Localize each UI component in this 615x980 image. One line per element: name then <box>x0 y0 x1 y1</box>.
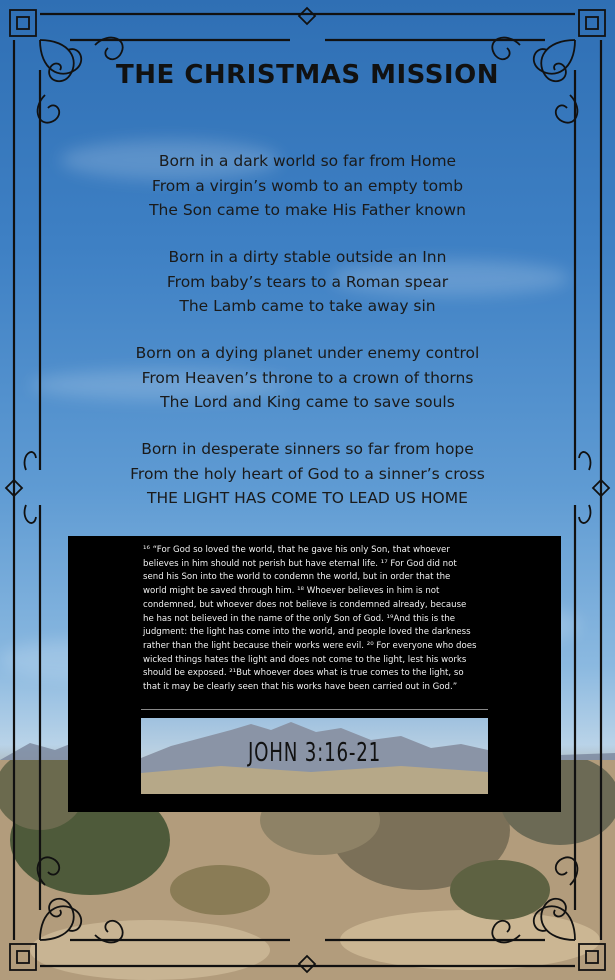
scripture-box <box>68 536 561 812</box>
scripture-reference: JOHN 3:16-21 <box>247 738 382 768</box>
scripture-line: believes in him should not perish but have eternal life. ¹⁷ For God did not <box>143 558 457 569</box>
scripture-line: world might be saved through him. ¹⁸ Whoever believes in him is not <box>143 586 440 597</box>
scripture-line: condemned, but whoever does not believe is condemned already, because <box>143 599 467 610</box>
scripture-line: that it may be clearly seen that his works have been carried out in God.” <box>143 682 458 693</box>
poem-stanza <box>40 437 575 511</box>
scripture-line: he has not believed in the name of the only Son of God. ¹⁹And this is the <box>143 613 456 624</box>
poem-line: The Son came to make His Father known <box>149 201 466 219</box>
scripture-line: send his Son into the world to condemn the world, but in order that the <box>143 572 451 583</box>
poem-line: From the holy heart of God to a sinner’s cross <box>130 464 485 483</box>
scripture-line: rather than the light because their works were evil. ²⁰ For everyone who does <box>143 640 477 651</box>
scripture-line: wicked things hates the light and does not come to the light, lest his works <box>143 654 467 665</box>
poem-line: From a virgin’s womb to an empty tomb <box>151 176 464 195</box>
scripture-passage <box>143 544 488 695</box>
page-title: THE CHRISTMAS MISSION <box>116 60 499 90</box>
reference-banner <box>141 718 488 794</box>
poem-line: The Lord and King came to save souls <box>160 393 455 411</box>
poem-line: THE LIGHT HAS COME TO LEAD US HOME <box>147 489 468 507</box>
divider <box>141 709 488 710</box>
poem-line: Born in a dark world so far from Home <box>158 152 457 170</box>
poem-stanza <box>40 245 575 319</box>
scripture-line: ¹⁶ “For God so loved the world, that he gave his only Son, that whoever <box>143 545 450 555</box>
poem-line: From Heaven’s throne to a crown of thorns <box>141 368 474 387</box>
poem-line: Born in a dirty stable outside an Inn <box>168 248 447 266</box>
scripture-line: should be exposed. ²¹But whoever does what is true comes to the light, so <box>143 668 464 679</box>
poem-line: The Lamb came to take away sin <box>179 297 436 315</box>
poem-stanza <box>40 149 575 223</box>
poem-stanza <box>40 341 575 415</box>
poem-line: Born on a dying planet under enemy control <box>135 344 480 362</box>
scripture-line: judgment: the light has come into the world, and people loved the darkness <box>143 627 471 638</box>
poem-line: Born in desperate sinners so far from hope <box>141 440 474 458</box>
poem-line: From baby’s tears to a Roman spear <box>166 272 449 291</box>
